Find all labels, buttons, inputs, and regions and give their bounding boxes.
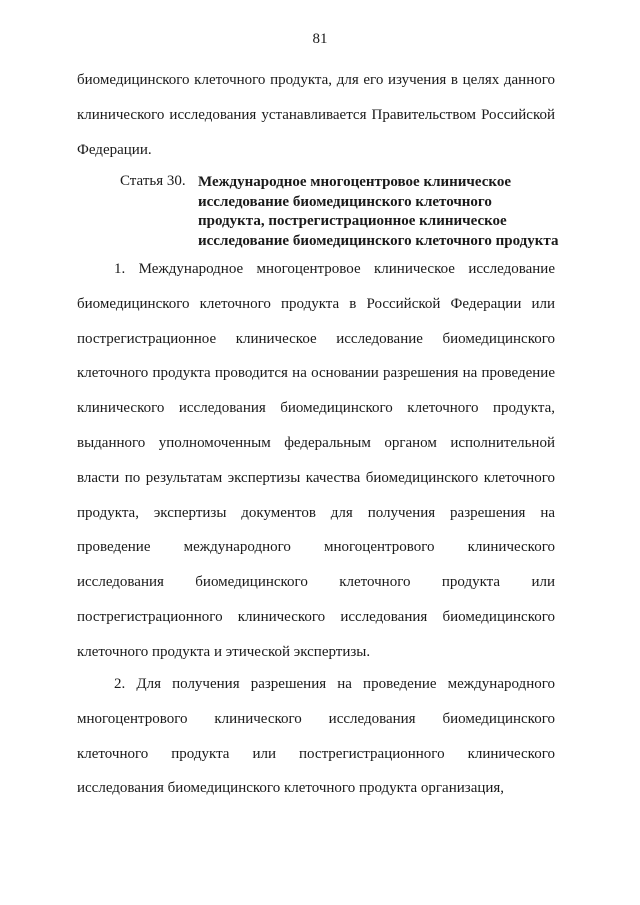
page-number: 81 bbox=[312, 31, 328, 47]
paragraph-1: 1. Международное многоцентровое клиническое исследование биомедицинского клеточного продукта в Российской Федерации или пострегистрационное клиническое исследование биомедицинского клеточного продукта проводится на основании разрешения на проведение клинического исследования биомедицинского клеточного продукта, выданного уполномоченным федеральным органом исполнительной власти по результатам экспертизы качества биомедицинского клеточного продукта, экспертизы документов для получения разрешения на проведение международного многоцентрового клинического исследования биомедицинского клеточного продукта или пострегистрационного клинического исследования биомедицинского клеточного продукта и этической экспертизы. bbox=[77, 261, 555, 660]
paragraph-2: 2. Для получения разрешения на проведение международного многоцентрового клинического исследования биомедицинского клеточного продукта или пострегистрационного клинического исследования биомедицинского клеточного продукта организация, bbox=[77, 676, 555, 797]
continuation-paragraph: биомедицинского клеточного продукта, для его изучения в целях данного клинического исследования устанавливается Правительством Российской Федерации. bbox=[77, 72, 555, 158]
article-title: Международное многоцентровое клиническое исследование биомедицинского клеточного продукта, пострегистрационное клиническое исследование биомедицинского клеточного продукта bbox=[198, 174, 559, 249]
article-label: Статья 30. bbox=[120, 173, 186, 189]
